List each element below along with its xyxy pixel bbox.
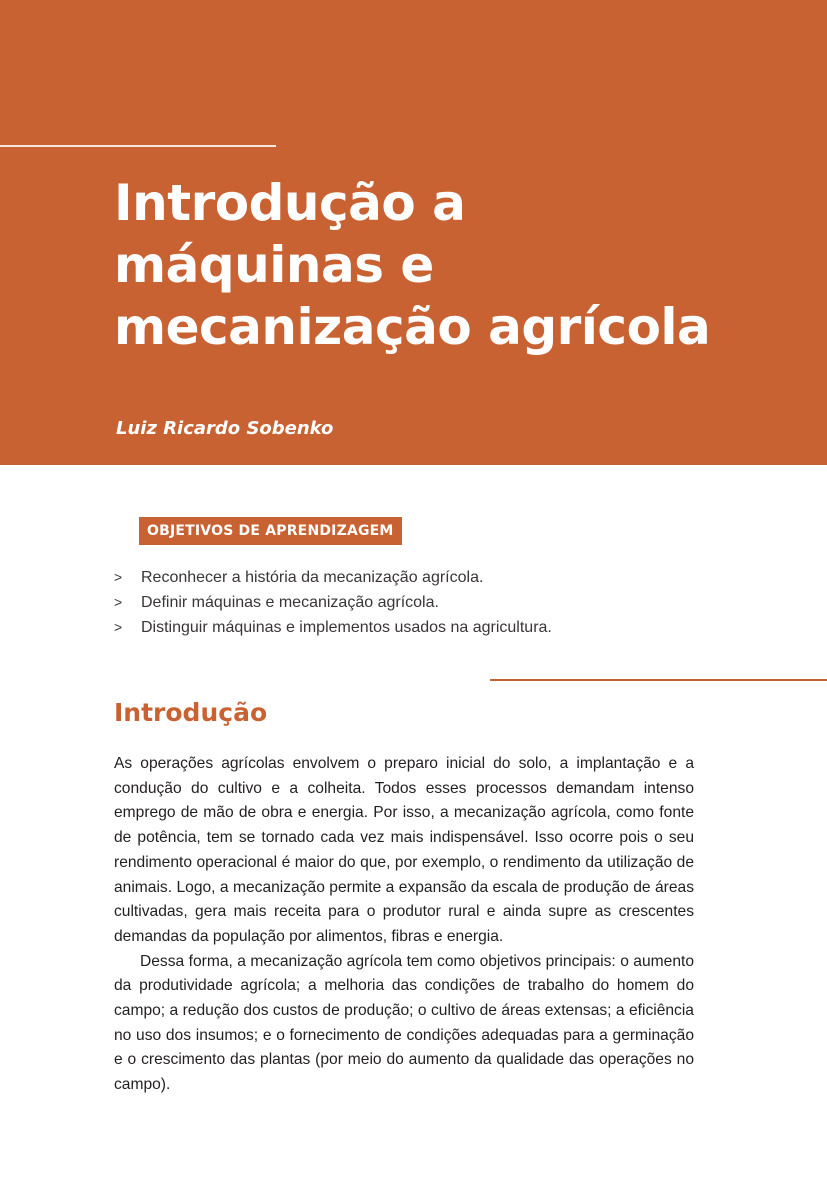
chapter-title-line: mecanização agrícola — [114, 298, 711, 356]
objective-item — [114, 590, 774, 615]
chapter-title-line: máquinas e — [114, 236, 434, 294]
body-text — [114, 752, 694, 1098]
objective-item — [114, 565, 774, 590]
chapter-title — [114, 172, 794, 358]
chevron-right-icon: > — [114, 619, 123, 635]
author-name: Luiz Ricardo Sobenko — [116, 418, 334, 439]
chapter-banner — [0, 0, 827, 465]
section-heading: Introdução — [114, 698, 268, 727]
objectives-list — [114, 565, 774, 640]
body-paragraph: Dessa forma, a mecanização agrícola tem como objetivos principais: o aumento da produtividade agrícola; a melhoria das condições de trabalho do homem do campo; a redução dos custos de produção; o cultivo de áreas extensas; a eficiência no uso dos insumos; e o fornecimento de condições adequadas para a germinação e o crescimento das plantas (por meio do aumento da qualidade das operações no campo). — [114, 952, 694, 1094]
objective-text: Reconhecer a história da mecanização agrícola. — [141, 569, 484, 586]
chevron-right-icon: > — [114, 594, 123, 610]
banner-divider — [0, 145, 276, 147]
body-paragraph: As operações agrícolas envolvem o preparo inicial do solo, a implantação e a condução do cultivo e a colheita. Todos esses processos demandam intenso emprego de mão de obra e energia. Por isso, a mecanização agrícola, como fonte de potência, tem se tornado cada vez mais indispensável. Isso ocorre pois o seu rendimento operacional é maior do que, por exemplo, o rendimento da utilização de animais. Logo, a mecanização permite a expansão da escala de produção de áreas cultivadas, gera mais receita para o produtor rural e ainda supre as crescentes demandas da população por alimentos, fibras e energia. — [114, 755, 694, 945]
chapter-title-line: Introdução a — [114, 174, 466, 232]
chevron-right-icon: > — [114, 569, 123, 585]
objective-text: Distinguir máquinas e implementos usados na agricultura. — [141, 619, 552, 636]
objective-text: Definir máquinas e mecanização agrícola. — [141, 594, 439, 611]
objective-item — [114, 615, 774, 640]
section-divider — [490, 679, 827, 681]
objectives-label: OBJETIVOS DE APRENDIZAGEM — [139, 517, 402, 545]
